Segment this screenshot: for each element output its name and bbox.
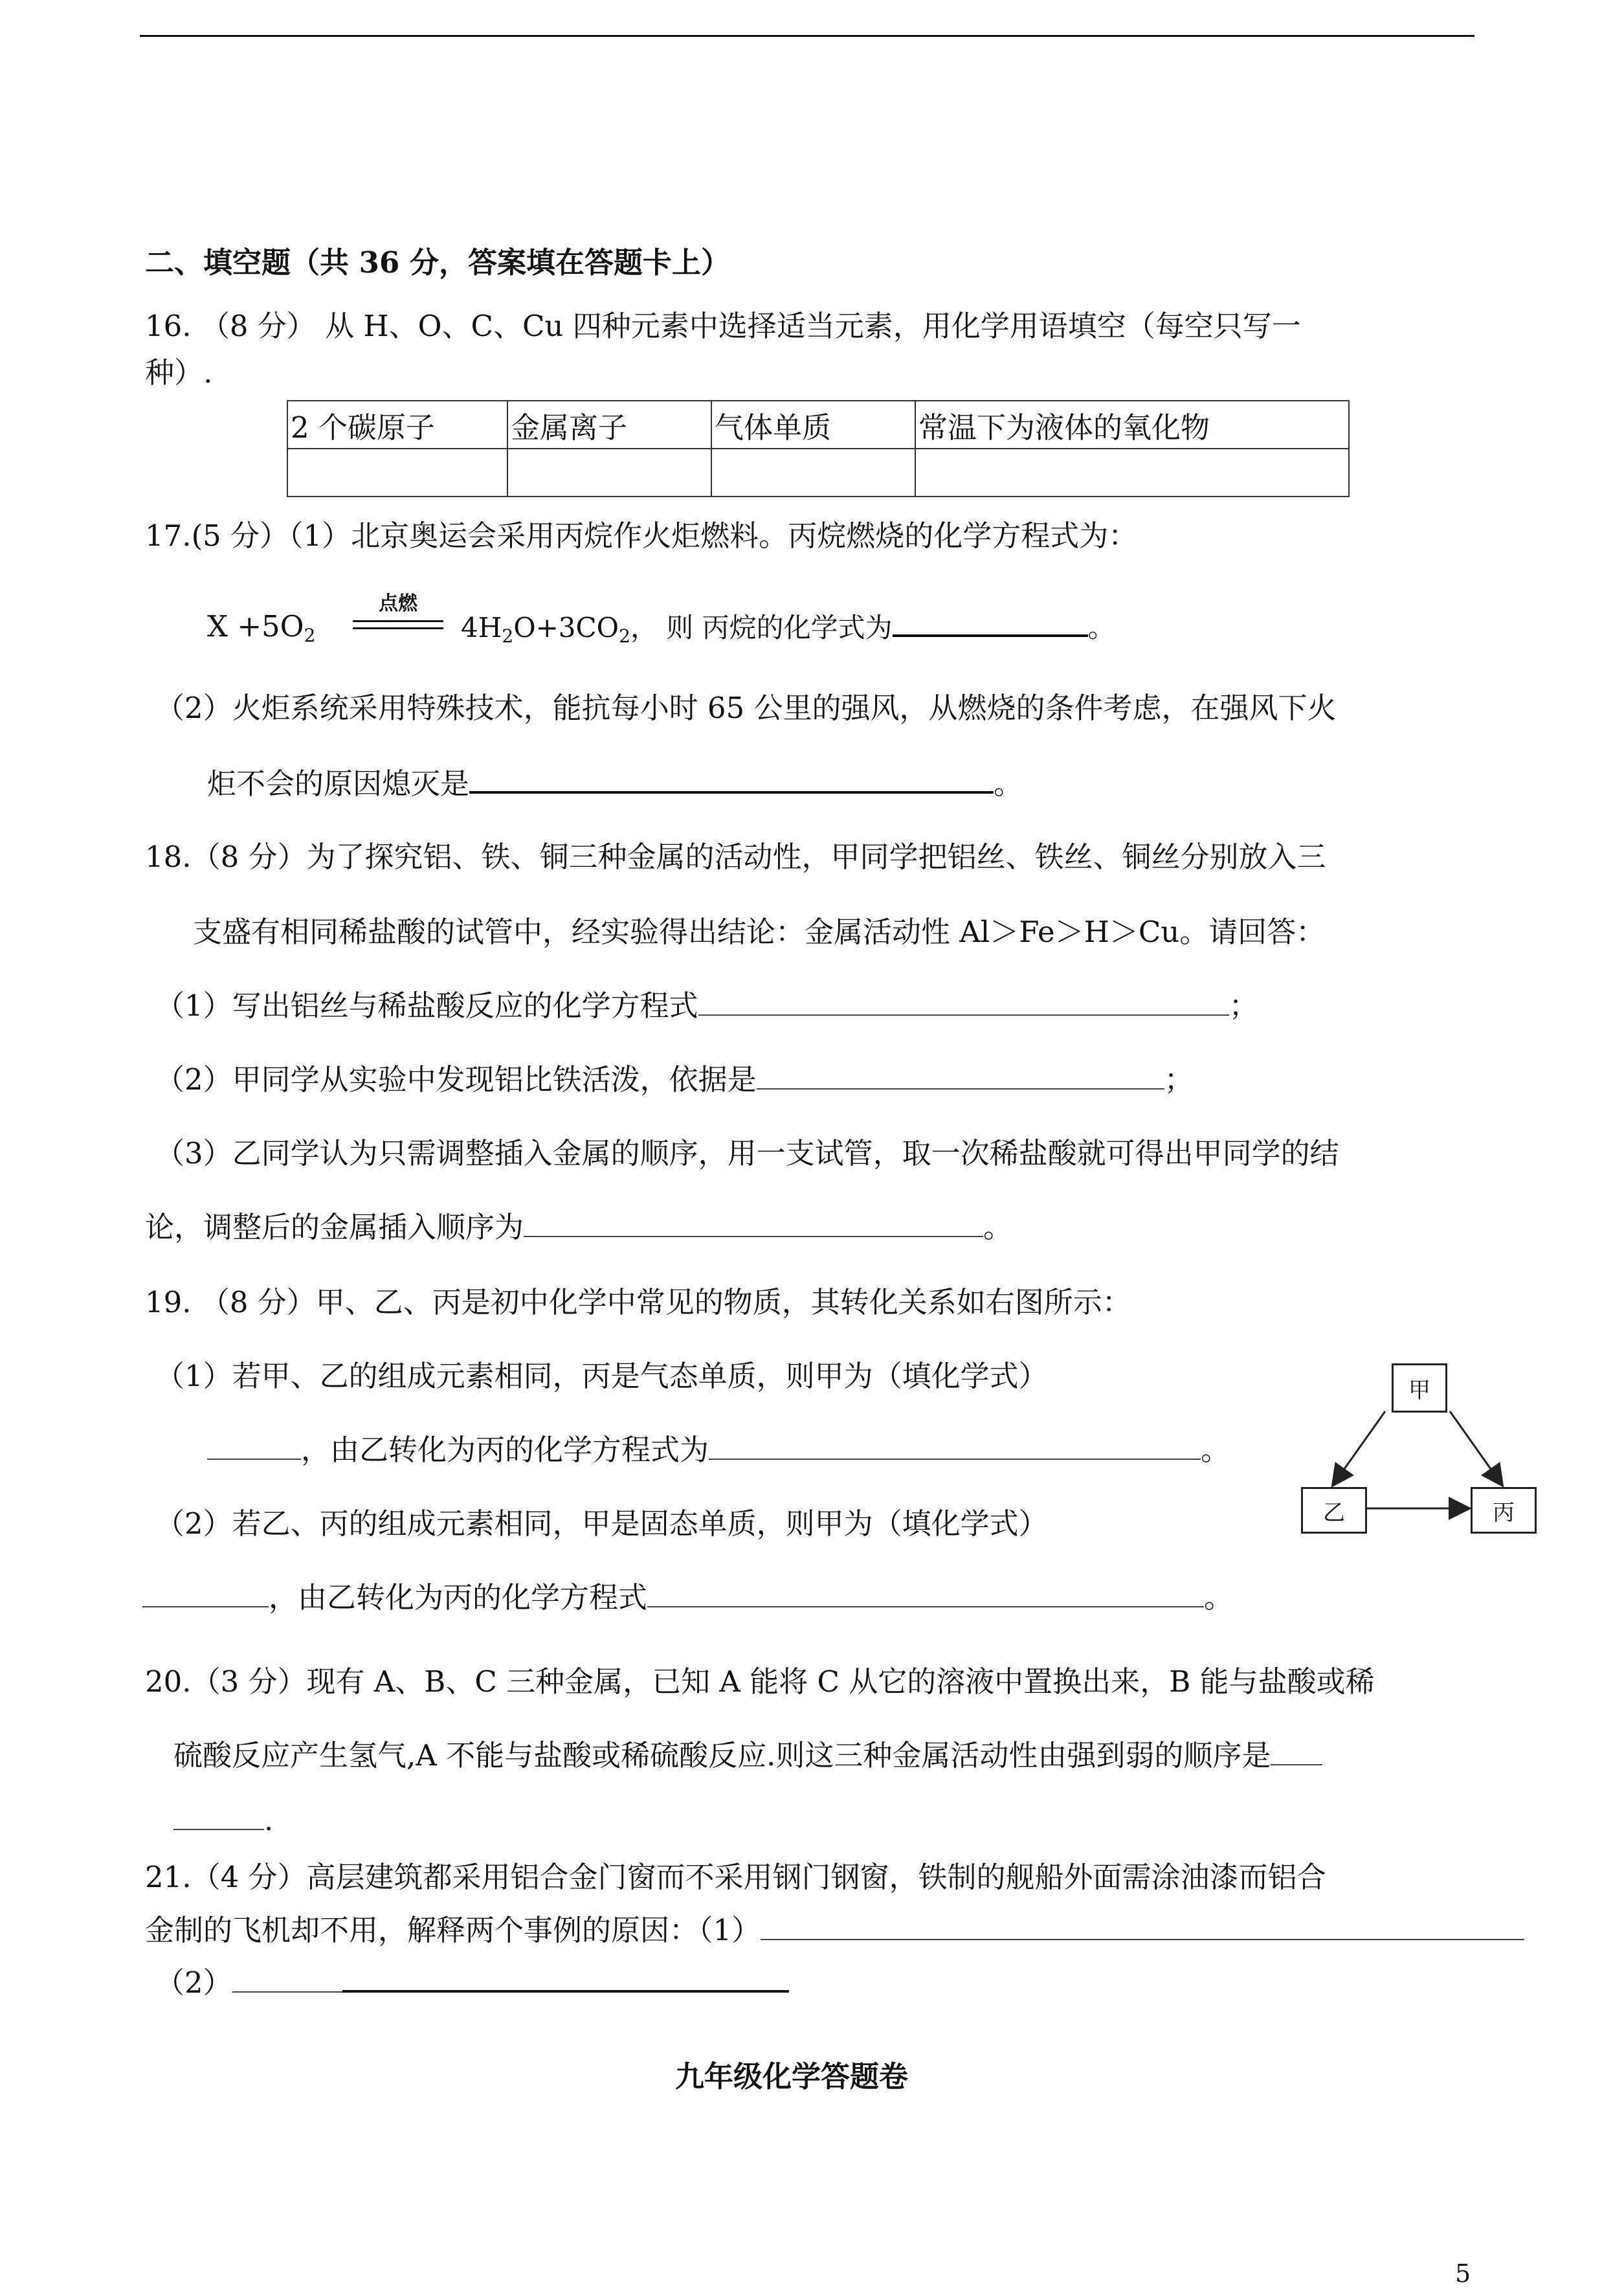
q19-part2-text: ，由乙转化为丙的化学方程式 xyxy=(269,1580,648,1615)
arrow-jia-to-yi xyxy=(1333,1411,1385,1484)
answer-blank[interactable] xyxy=(647,1580,1204,1607)
condition-label: 点燃 xyxy=(379,592,417,615)
node-bing: 丙 xyxy=(1471,1487,1537,1534)
table-header-row xyxy=(287,401,1349,449)
q18-part2-text: （2）甲同学从实验中发现铝比铁活泼，依据是 xyxy=(155,1062,757,1097)
eq-right-sub2: 2 xyxy=(619,625,630,647)
q17-equation xyxy=(207,609,315,654)
eq-left: X +5O xyxy=(207,609,304,643)
q17-part2-line2 xyxy=(207,765,1023,802)
node-jia: 甲 xyxy=(1392,1363,1447,1413)
eq-right-sub1: 2 xyxy=(502,625,514,647)
equals-line-2 xyxy=(353,627,443,629)
q19-part1-end: 。 xyxy=(1201,1433,1230,1467)
q17-equation-right xyxy=(461,609,1115,654)
answer-blank[interactable] xyxy=(469,765,994,794)
q19-part2-end: 。 xyxy=(1204,1580,1234,1615)
table-answer-row xyxy=(287,449,1349,497)
q17-line1: 17.(5 分）（1）北京奥运会采用丙烷作火炬燃料。丙烷燃烧的化学方程式为： xyxy=(145,519,1138,553)
table-header-cell: 2 个碳原子 xyxy=(287,401,507,449)
q18-line1: 18.（8 分）为了探究铝、铁、铜三种金属的活动性，甲同学把铝丝、铁丝、铜丝分别放入三 xyxy=(145,840,1326,874)
answer-blank[interactable] xyxy=(893,609,1088,637)
answer-blank[interactable] xyxy=(173,1803,264,1830)
answer-blank[interactable] xyxy=(757,1062,1164,1090)
answer-cell[interactable] xyxy=(711,449,915,497)
page-number: 5 xyxy=(1455,2259,1471,2288)
q18-part1-text: （1）写出铝丝与稀盐酸反应的化学方程式 xyxy=(155,989,698,1023)
table-header-cell: 气体单质 xyxy=(711,401,915,449)
q21-line3-text: （2） xyxy=(155,1965,232,2000)
answer-blank[interactable] xyxy=(709,1433,1201,1460)
q16-answer-table xyxy=(287,400,1350,497)
q16-line2: 种）. xyxy=(145,355,213,390)
answer-blank[interactable] xyxy=(698,989,1229,1016)
q21-line3 xyxy=(155,1964,789,2001)
eq-left-subscript: 2 xyxy=(304,625,316,646)
answer-cell[interactable] xyxy=(287,449,507,497)
answer-blank[interactable] xyxy=(207,1433,301,1460)
q20-end: . xyxy=(264,1803,274,1837)
reaction-condition xyxy=(353,594,443,633)
q18-part2-end: ； xyxy=(1164,1062,1194,1097)
q17-part2-end: 。 xyxy=(994,766,1023,801)
equals-line-1 xyxy=(353,620,443,622)
q19-part2-line1: （2）若乙、丙的组成元素相同，甲是固态单质，则甲为（填化学式） xyxy=(155,1506,1048,1541)
eq-end: 。 xyxy=(1087,612,1115,643)
answer-blank[interactable] xyxy=(142,1580,269,1607)
top-rule xyxy=(140,35,1474,37)
q17-part2-line1: （2）火炬系统采用特殊技术，能抗每小时 65 公里的强风，从燃烧的条件考虑，在强风下火 xyxy=(155,691,1337,725)
q20-line2 xyxy=(173,1738,1322,1774)
section-heading: 二、填空题（共 36 分，答案填在答题卡上） xyxy=(145,245,730,280)
q17-part2-text: 炬不会的原因熄灭是 xyxy=(207,766,470,801)
q16-line1: 16. （8 分） 从 H、O、C、Cu 四种元素中选择适当元素，用化学用语填空（每空只写一 xyxy=(145,309,1301,343)
q18-part1 xyxy=(155,988,1258,1024)
answer-blank[interactable] xyxy=(1271,1738,1322,1765)
q19-part2-line2 xyxy=(142,1580,1233,1616)
q20-line2-text: 硫酸反应产生氢气,A 不能与盐酸或稀硫酸反应.则这三种金属活动性由强到弱的顺序是 xyxy=(173,1738,1271,1773)
q21-line2-text: 金制的飞机却不用，解释两个事例的原因：（1） xyxy=(145,1913,761,1947)
q18-part2 xyxy=(155,1062,1194,1098)
table-header-cell: 常温下为液体的氧化物 xyxy=(915,401,1349,449)
answer-blank[interactable] xyxy=(232,1965,342,1993)
q18-part3-text: 论，调整后的金属插入顺序为 xyxy=(145,1210,524,1244)
answer-blank[interactable] xyxy=(342,1964,789,1993)
eq-tail: ， 则 丙烷的化学式为 xyxy=(630,612,893,643)
eq-right-b: O+3CO xyxy=(513,612,619,643)
answer-blank[interactable] xyxy=(524,1210,983,1237)
q19-part1-line1: （1）若甲、乙的组成元素相同，丙是气态单质，则甲为（填化学式） xyxy=(155,1359,1048,1393)
footer-title: 九年级化学答题卷 xyxy=(675,2059,909,2094)
q21-line1: 21.（4 分）高层建筑都采用铝合金门窗而不采用钢门钢窗，铁制的舰船外面需涂油漆而铝合 xyxy=(145,1860,1326,1894)
answer-blank[interactable] xyxy=(761,1913,1524,1940)
conversion-diagram xyxy=(1295,1359,1547,1541)
node-yi: 乙 xyxy=(1301,1487,1367,1534)
q19-part1-line2 xyxy=(207,1432,1230,1468)
q20-line3 xyxy=(173,1802,273,1839)
answer-cell[interactable] xyxy=(507,449,711,497)
arrow-jia-to-bing xyxy=(1450,1411,1502,1484)
q20-line1: 20.（3 分）现有 A、B、C 三种金属，已知 A 能将 C 从它的溶液中置换出来，B 能与盐酸或稀 xyxy=(145,1664,1375,1699)
q18-line2: 支盛有相同稀盐酸的试管中，经实验得出结论：金属活动性 Al＞Fe＞H＞Cu。请回答： xyxy=(193,915,1326,949)
q18-part3-line1: （3）乙同学认为只需调整插入金属的顺序，用一支试管，取一次稀盐酸就可得出甲同学的结 xyxy=(155,1136,1339,1170)
answer-cell[interactable] xyxy=(915,449,1349,497)
q19-part1-text: ，由乙转化为丙的化学方程式为 xyxy=(301,1433,709,1467)
q18-part3-end: 。 xyxy=(983,1210,1013,1244)
q18-part1-end: ； xyxy=(1229,989,1258,1023)
eq-right-a: 4H xyxy=(461,612,502,643)
table-header-cell: 金属离子 xyxy=(507,401,711,449)
q21-line2 xyxy=(145,1912,1524,1949)
q19-line1: 19. （8 分）甲、乙、丙是初中化学中常见的物质，其转化关系如右图所示： xyxy=(145,1285,1131,1319)
q18-part3-line2 xyxy=(145,1209,1012,1246)
